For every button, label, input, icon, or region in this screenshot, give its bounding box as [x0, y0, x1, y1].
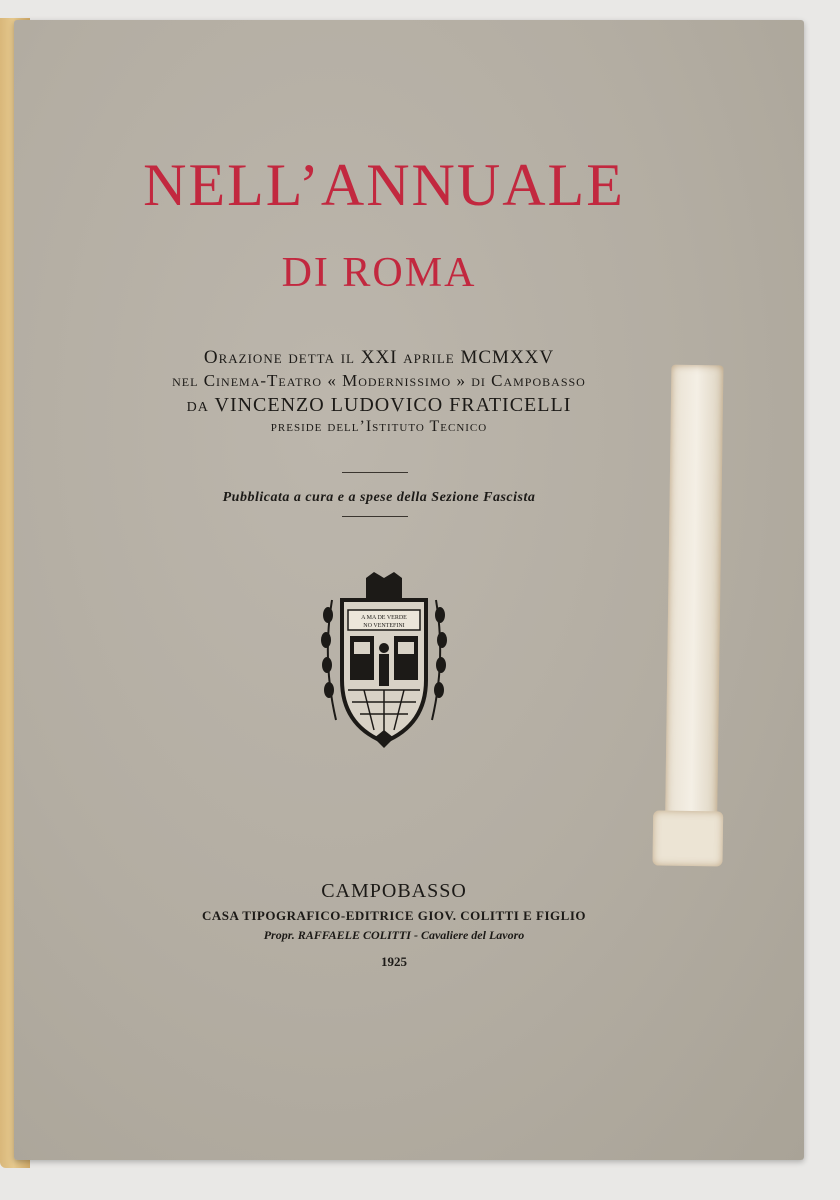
- title-line-1: NELL’ANNUALE: [143, 152, 625, 218]
- title-line-2: DI ROMA: [281, 250, 477, 296]
- title-page-content: [14, 20, 804, 1160]
- author-line: da VINCENZO LUDOVICO FRATICELLI: [186, 394, 572, 416]
- divider-top: [342, 472, 408, 473]
- subtitle-line-2: nel Cinema-Teatro « Modernissimo » di Campobasso: [172, 371, 586, 390]
- imprint-year: 1925: [381, 954, 407, 969]
- author-role: preside dell’Istituto Tecnico: [270, 418, 488, 435]
- svg-text:A MA DE VERDE: A MA DE VERDE: [361, 615, 407, 621]
- imprint-proprietor: Propr. RAFFAELE COLITTI - Cavaliere del Lavoro: [263, 928, 525, 942]
- svg-text:NO VENTEFINI: NO VENTEFINI: [363, 623, 405, 629]
- subtitle-line-1: Orazione detta il XXI aprile MCMXXV: [203, 347, 555, 368]
- shield-emblem-icon: [314, 570, 454, 755]
- divider-bottom: [342, 516, 408, 517]
- imprint-city: CAMPOBASSO: [321, 880, 467, 902]
- imprint-publisher: CASA TIPOGRAFICO-EDITRICE GIOV. COLITTI E FIGLIO: [202, 908, 586, 923]
- publication-note: Pubblicata a cura e a spese della Sezione Fascista: [222, 490, 536, 505]
